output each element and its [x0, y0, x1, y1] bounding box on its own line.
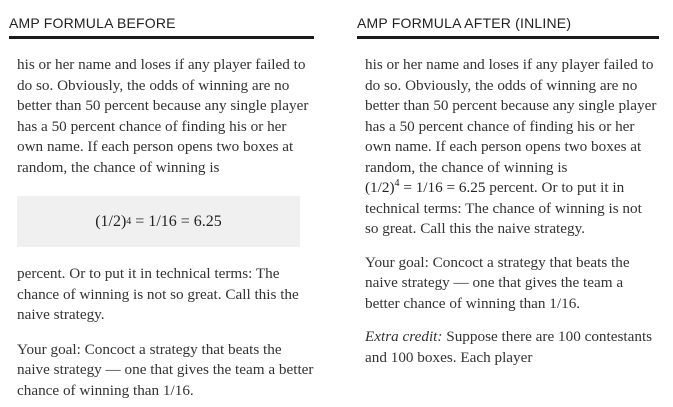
inline-formula	[365, 179, 485, 196]
before-formula-block: (1/2) 4 = 1/16 = 6.25	[17, 196, 300, 247]
before-paragraph-1: his or her name and loses if any player failed to do so. Obviously, the odds of winning are no better than 50 percent because any single player has a 50 percent chance of finding his or her own name. If each person opens two boxes at random, the chance of winning is	[17, 56, 309, 176]
before-divider	[9, 36, 314, 39]
after-paragraph-1-tail: percent. Or to put it in technical terms: The chance of winning is not so great. Call this the naive strategy.	[365, 179, 642, 237]
before-paragraph-3: Your goal: Concoct a strategy that beats the naive strategy — one that gives the team a better chance of winning than 1/16.	[17, 340, 314, 399]
before-title: AMP FORMULA BEFORE	[9, 15, 176, 31]
formula-rest: = 1/16 = 6.25	[131, 212, 222, 230]
inline-formula-rest: = 1/16 = 6.25	[399, 179, 486, 196]
after-paragraph-3-text: Suppose there are 100 contestants and 100 boxes. Each player	[365, 328, 653, 366]
after-paragraph-1	[357, 55, 659, 240]
extra-credit-label: Extra credit:	[365, 328, 443, 345]
inline-formula-base: (1/2)	[365, 179, 395, 196]
after-column	[357, 0, 659, 368]
after-paragraph-2: Your goal: Concoct a strategy that beats the naive strategy — one that gives the team a better chance of winning than 1/16.	[365, 253, 630, 312]
inline-formula-exponent: 4	[394, 177, 400, 189]
after-divider	[357, 36, 659, 39]
after-title: AMP FORMULA AFTER (INLINE)	[357, 15, 572, 31]
before-paragraph-2: percent. Or to put it in technical terms: The chance of winning is not so great. Call this the naive strategy.	[17, 265, 299, 323]
formula-base: (1/2)	[95, 212, 127, 230]
after-paragraph-1-text: his or her name and loses if any player failed to do so. Obviously, the odds of winning are no better than 50 percent because any single player has a 50 percent chance of finding his or her own name. If each person opens two boxes at random, the chance of winning is	[365, 56, 657, 176]
before-column	[9, 0, 314, 401]
after-paragraph-3	[357, 327, 659, 368]
